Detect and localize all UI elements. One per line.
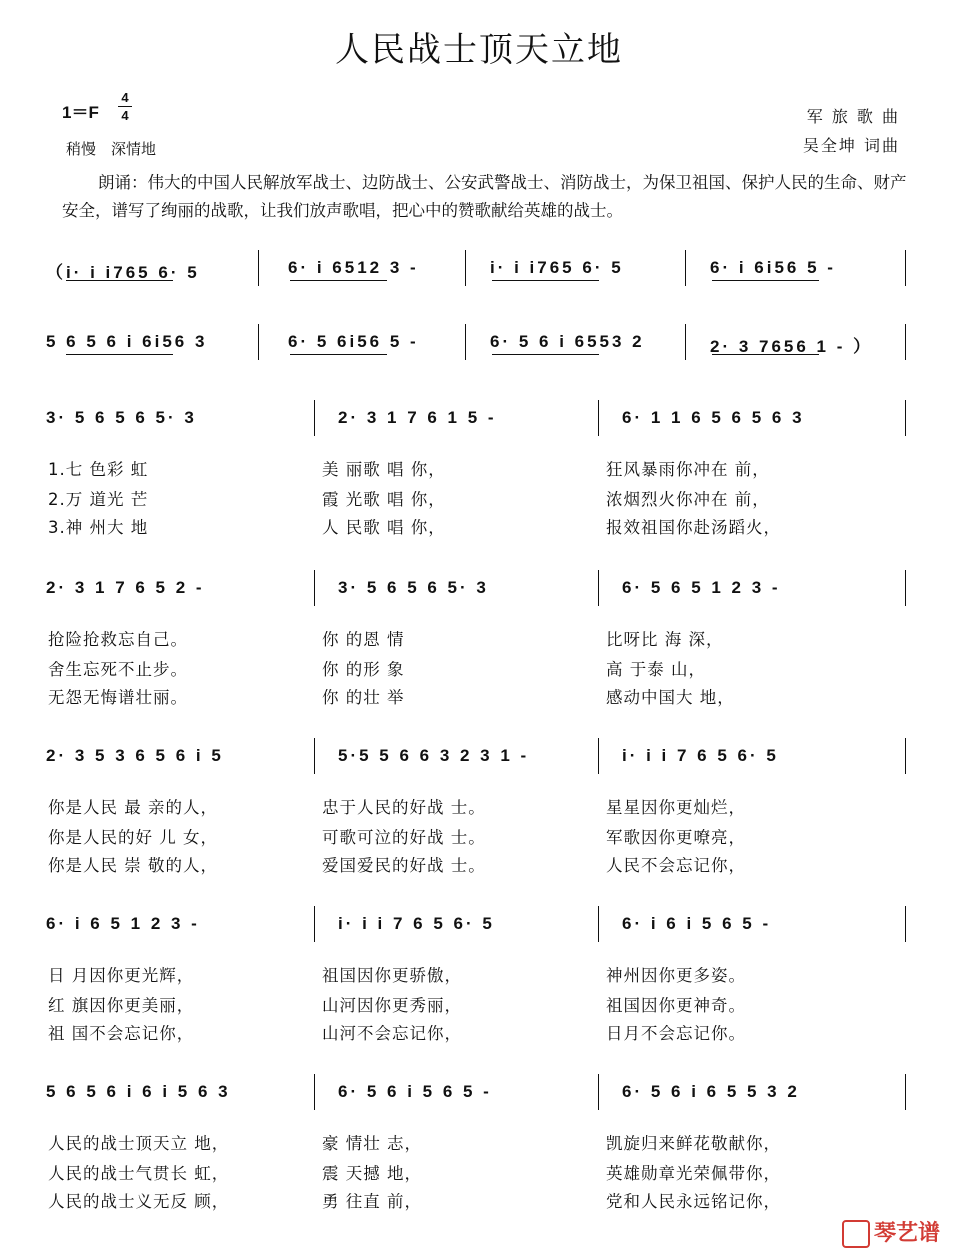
barline	[685, 324, 686, 360]
measure-notes: 6· i 6 5 1 2 3 -	[46, 914, 200, 933]
measure-notes: 6· 5 6 5 1 2 3 -	[622, 578, 781, 597]
key-signature: 1＝F	[62, 103, 99, 122]
lyric-line: 山河不会忘记你，	[322, 1024, 462, 1043]
narration-text: 朗诵：伟大的中国人民解放军战士、边防战士、公安武警战士、消防战士，为保卫祖国、保护人民的生命、财产安全，谱写了绚丽的战歌，让我们放声歌唱，把心中的赞歌献给英雄的战士。	[62, 173, 907, 220]
lyric-line: 狂风暴雨你冲在 前，	[606, 460, 770, 479]
lyric-line: 日月不会忘记你。	[606, 1024, 746, 1043]
measure-notes: 6· i 6 i 5 6 5 -	[622, 914, 772, 933]
lyric-line: 你是人民 最 亲的人，	[48, 798, 218, 817]
barline	[685, 250, 686, 286]
lyric-line: 神州因你更多姿。	[606, 966, 746, 985]
lyric-line: 霞 光歌 唱 你，	[322, 490, 446, 509]
barline	[905, 1074, 906, 1110]
watermark-text: 琴艺谱	[873, 1221, 940, 1246]
credit-source: 军 旅 歌 曲	[806, 107, 900, 126]
measure-notes: 2· 3 5 3 6 5 6 i 5	[46, 746, 224, 765]
lyric-line: 美 丽歌 唱 你，	[322, 460, 446, 479]
lyric-line: 人民的战士义无反 顾，	[48, 1192, 230, 1211]
barline	[465, 324, 466, 360]
lyric-line: 祖 国不会忘记你，	[48, 1024, 195, 1043]
beam-line	[66, 354, 173, 355]
barline	[598, 738, 599, 774]
lyric-line: 高 于泰 山，	[606, 660, 706, 679]
barline	[905, 906, 906, 942]
measure-notes: 2· 3 1 7 6 5 2 -	[46, 578, 205, 597]
barline	[465, 250, 466, 286]
lyric-line: 2.万 道光 芒	[48, 490, 149, 509]
credit-author: 吴全坤 词曲	[802, 136, 900, 155]
barline	[905, 324, 906, 360]
song-title: 人民战士顶天立地	[335, 30, 623, 70]
lyric-line: 你 的壮 举	[322, 688, 405, 707]
lyric-line: 祖国因你更骄傲，	[322, 966, 462, 985]
barline	[314, 1074, 315, 1110]
measure-notes: 5·5 5 6 6 3 2 3 1 -	[338, 746, 530, 765]
measure-notes: i· i i765 6· 5	[490, 258, 624, 277]
lyric-line: 可歌可泣的好战 士。	[322, 828, 486, 847]
measure-notes: 5 6 5 6 i 6 i 5 6 3	[46, 1082, 231, 1101]
measure-notes: 3· 5 6 5 6 5· 3	[338, 578, 489, 597]
logo-icon	[842, 1220, 870, 1248]
barline	[258, 324, 259, 360]
lyric-line: 浓烟烈火你冲在 前，	[606, 490, 770, 509]
barline	[598, 1074, 599, 1110]
lyric-line: 舍生忘死不止步。	[48, 660, 188, 679]
measure-notes: 3· 5 6 5 6 5· 3	[46, 408, 197, 427]
beam-line	[66, 280, 173, 281]
beam-line	[290, 354, 387, 355]
barline	[314, 906, 315, 942]
barline	[905, 738, 906, 774]
barline	[314, 738, 315, 774]
lyric-line: 你 的形 象	[322, 660, 405, 679]
barline	[598, 906, 599, 942]
lyric-line: 凯旋归来鲜花敬献你，	[606, 1134, 781, 1153]
lyric-line: 党和人民永远铭记你，	[606, 1192, 781, 1211]
tempo-marking: 稍慢 深情地	[66, 140, 157, 158]
barline	[905, 570, 906, 606]
lyric-line: 英雄勋章光荣佩带你，	[606, 1164, 781, 1183]
lyric-line: 你是人民的好 儿 女，	[48, 828, 218, 847]
lyric-line: 比呀比 海 深，	[606, 630, 724, 649]
beam-line	[712, 354, 819, 355]
lyric-line: 1.七 色彩 虹	[48, 460, 149, 479]
measure-notes: 2· 3 7656 1 - ）	[710, 337, 874, 356]
barline	[598, 570, 599, 606]
meter-bottom: 4	[121, 108, 129, 123]
lyric-line: 爱国爱民的好战 士。	[322, 856, 486, 875]
lyric-line: 你 的恩 情	[322, 630, 405, 649]
measure-notes: i· i i 7 6 5 6· 5	[338, 914, 495, 933]
beam-line	[712, 280, 819, 281]
lyric-line: 勇 往直 前，	[322, 1192, 422, 1211]
measure-notes: 6· 5 6i56 5 -	[288, 332, 419, 351]
time-signature	[118, 90, 132, 123]
measure-notes: 5 6 5 6 i 6i56 3	[46, 332, 208, 351]
beam-line	[290, 280, 387, 281]
barline	[905, 250, 906, 286]
lyric-line: 无怨无悔谱壮丽。	[48, 688, 188, 707]
lyric-line: 山河因你更秀丽，	[322, 996, 462, 1015]
beam-line	[492, 280, 599, 281]
measure-notes: 6· 1 1 6 5 6 5 6 3	[622, 408, 805, 427]
lyric-line: 红 旗因你更美丽，	[48, 996, 195, 1015]
lyric-line: 豪 情壮 志，	[322, 1134, 422, 1153]
lyric-line: 感动中国大 地，	[606, 688, 735, 707]
measure-notes: 6· i 6i56 5 -	[710, 258, 836, 277]
lyric-line: 人民的战士气贯长 虹，	[48, 1164, 230, 1183]
lyric-line: 报效祖国你赴汤蹈火，	[606, 518, 781, 537]
beam-line	[492, 354, 599, 355]
lyric-line: 军歌因你更嘹亮，	[606, 828, 746, 847]
measure-notes: 6· 5 6 i 5 6 5 -	[338, 1082, 492, 1101]
measure-notes: 6· i 6512 3 -	[288, 258, 419, 277]
watermark-logo	[842, 1216, 940, 1248]
lyric-line: 人 民歌 唱 你，	[322, 518, 446, 537]
measure-notes: 6· 5 6 i 6553 2	[490, 332, 645, 351]
lyric-line: 抢险抢救忘自己。	[48, 630, 188, 649]
measure-notes: i· i i 7 6 5 6· 5	[622, 746, 779, 765]
lyric-line: 你是人民 崇 敬的人，	[48, 856, 218, 875]
measure-notes: 2· 3 1 7 6 1 5 -	[338, 408, 497, 427]
barline	[905, 400, 906, 436]
barline	[258, 250, 259, 286]
measure-notes: （i· i i765 6· 5	[46, 263, 200, 282]
lyric-line: 震 天撼 地，	[322, 1164, 422, 1183]
lyric-line: 人民不会忘记你，	[606, 856, 746, 875]
lyric-line: 3.神 州大 地	[48, 518, 149, 537]
lyric-line: 人民的战士顶天立 地，	[48, 1134, 230, 1153]
lyric-line: 忠于人民的好战 士。	[322, 798, 486, 817]
barline	[598, 400, 599, 436]
measure-notes: 6· 5 6 i 6 5 5 3 2	[622, 1082, 800, 1101]
barline	[314, 570, 315, 606]
lyric-line: 日 月因你更光辉，	[48, 966, 195, 985]
lyric-line: 祖国因你更神奇。	[606, 996, 746, 1015]
lyric-line: 星星因你更灿烂，	[606, 798, 746, 817]
meter-top: 4	[121, 90, 129, 105]
barline	[314, 400, 315, 436]
